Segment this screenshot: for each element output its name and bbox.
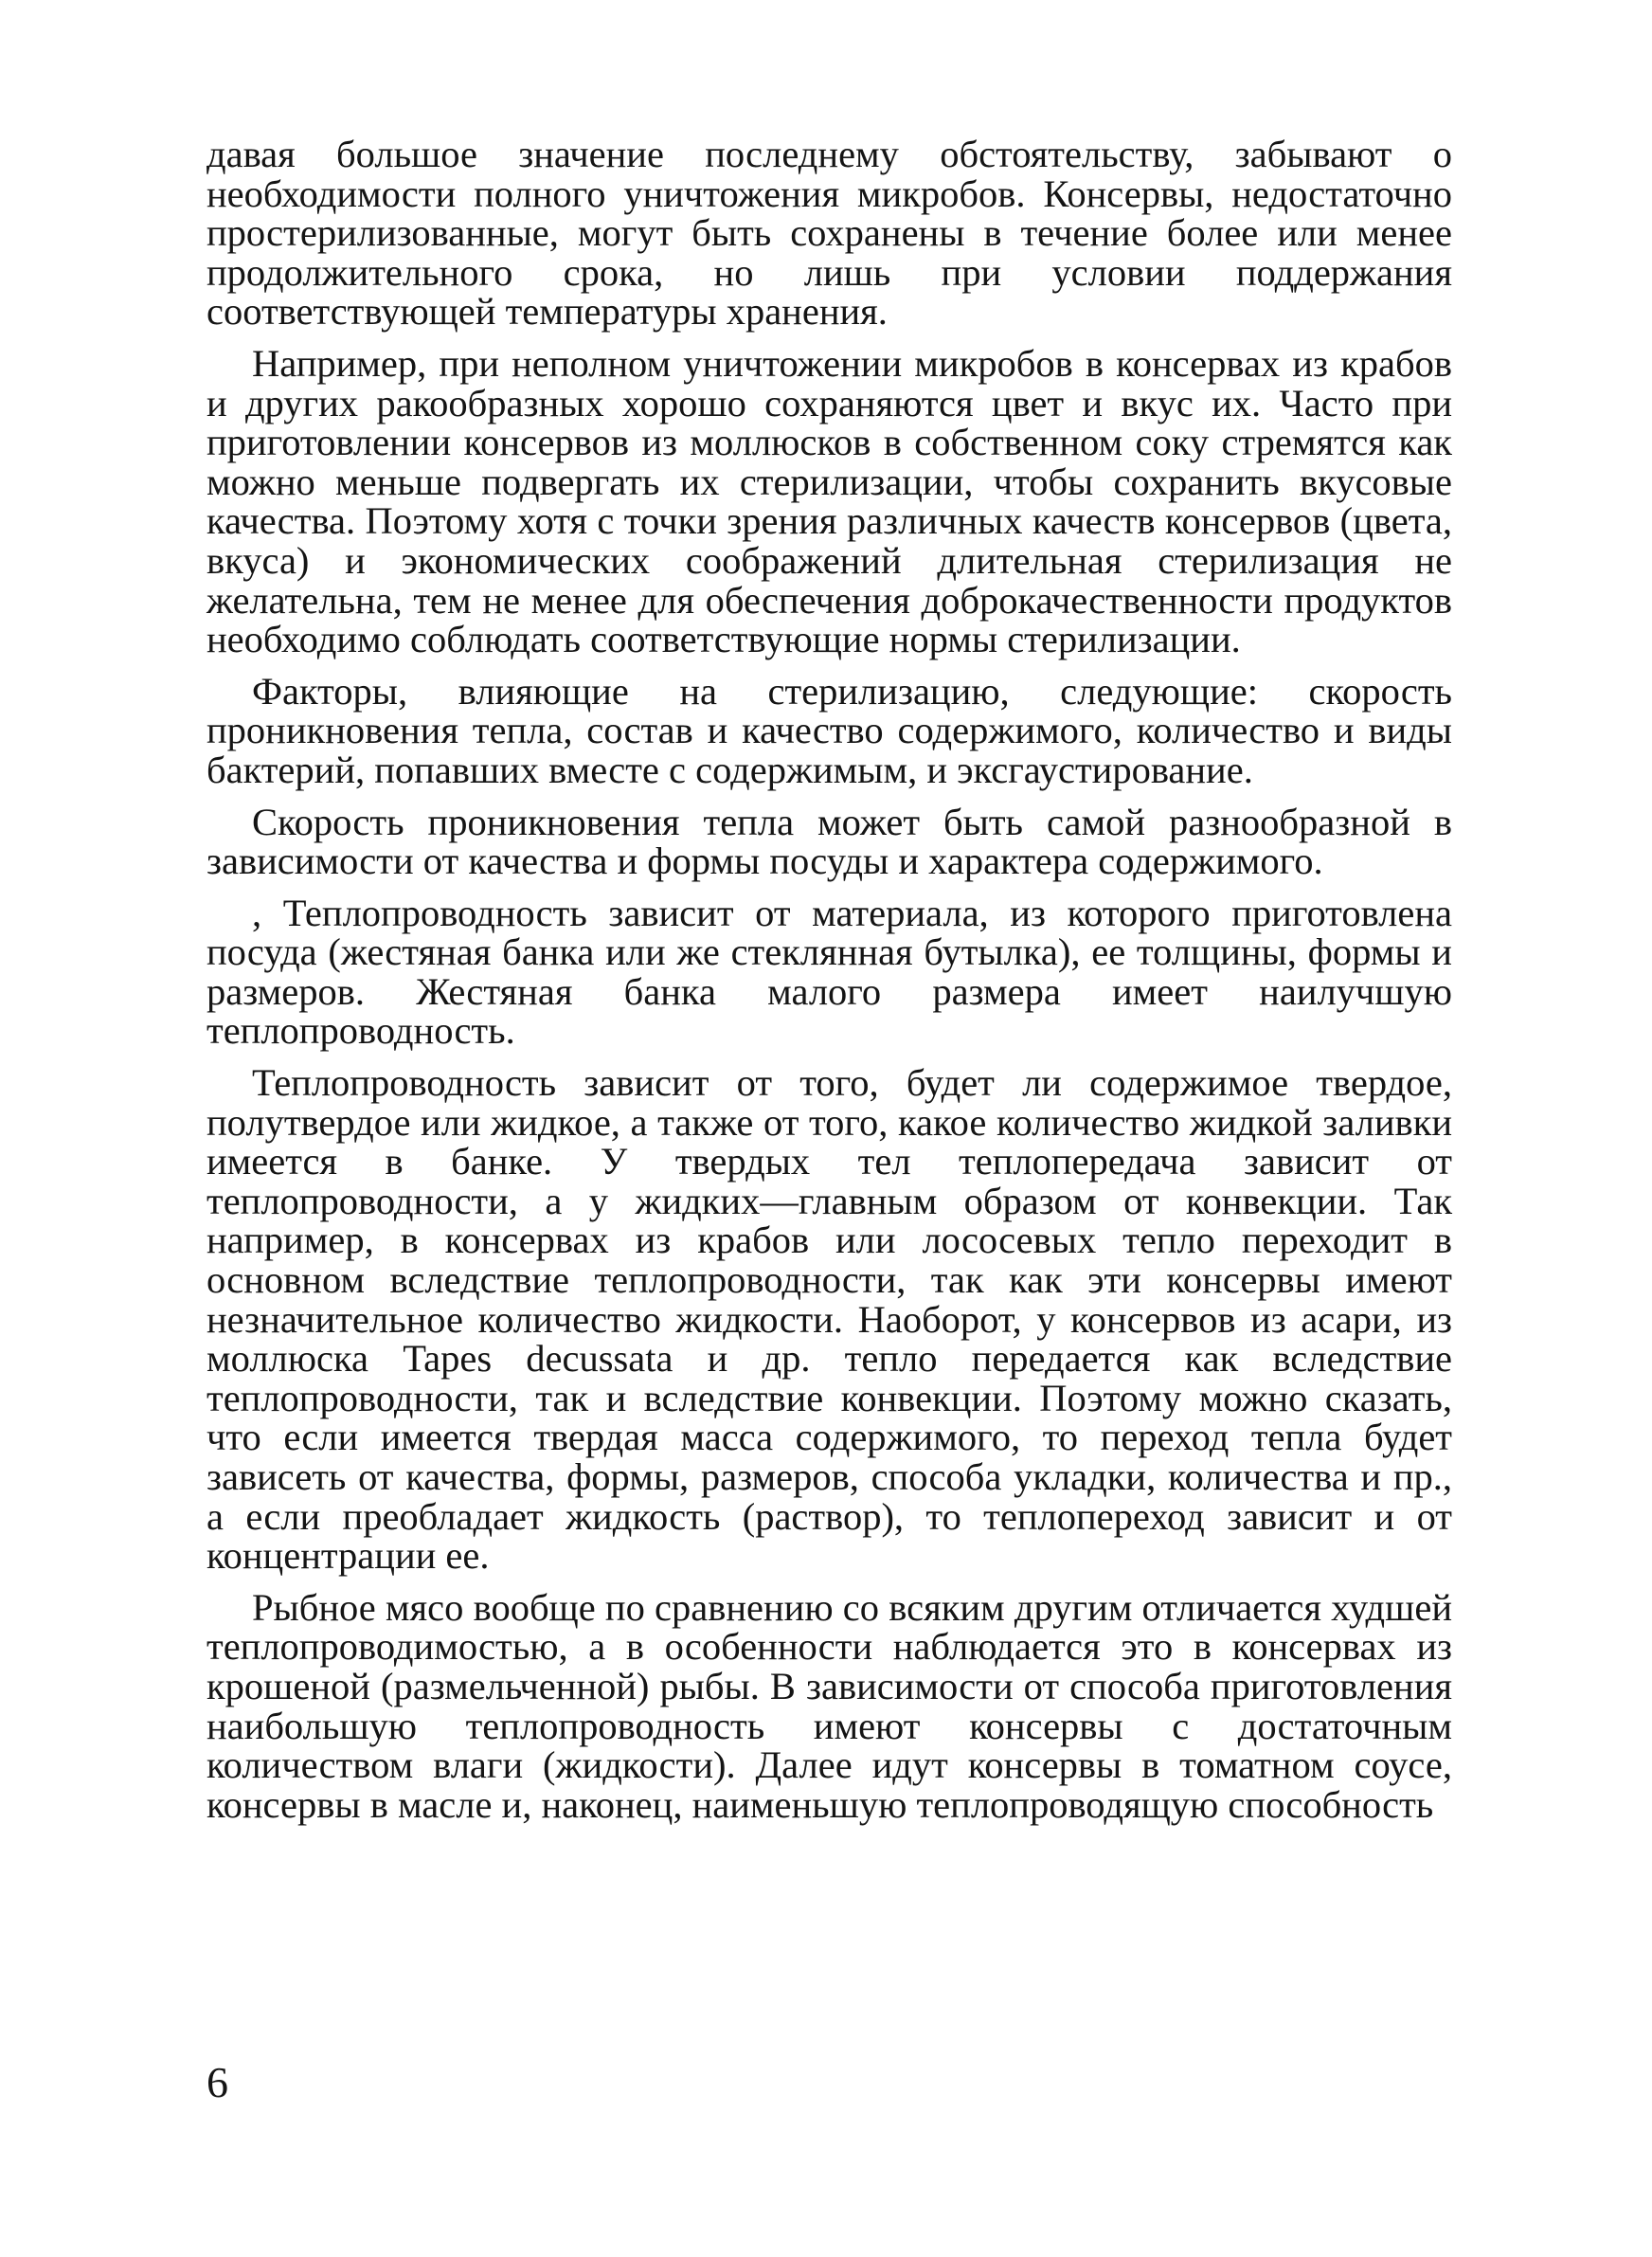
paragraph-fish-meat: Рыбное мясо вообще по сравнению со всяким другим отличается худшей теплопроводимостью, а в особенности наблюдается это в консервах из крошеной (размельченной) рыбы. В зависимости от способа приготовления наибольшую теплопроводность имеют консервы с достаточным количеством влаги (жидкости). Далее идут консервы в томатном соусе, консервы в масле и, наконец, наименьшую теплопроводящую способность <box>206 1585 1452 1826</box>
paragraph-crab-example: Например, при неполном уничтожении микробов в консервах из крабов и других ракообразных хорошо сохраняются цвет и вкус их. Часто при приготовлении консервов из моллюсков в собственном соку стремятся как можно меньше подвергать их стерилизации, чтобы сохранить вкусовые качества. Поэтому хотя с точки зрения различных качеств консервов (цвета, вкуса) и экономических соображений длительная стерилизация не желательна, тем не менее для обеспечения доброкачественности продуктов необходимо соблюдать соответствующие нормы стерилизации. <box>206 341 1452 661</box>
paragraph-container-material: , Теплопроводность зависит от материала, из которого приготовлена посуда (жестяная банка или же стеклянная бутылка), ее толщины, формы и размеров. Жестяная банка малого размера имеет наилучшую теплопроводность. <box>206 891 1452 1053</box>
paragraph-continuation: давая большое значение последнему обстоятельству, забывают о необходимости полного уничтожения микробов. Консервы, недостаточно простерилизованные, могут быть сохранены в течение более или менее продолжительного срока, но лишь при условии поддержания соответствующей температуры хранения. <box>206 133 1452 334</box>
page-number: 6 <box>206 2058 228 2106</box>
body-text <box>206 135 1452 1836</box>
paragraph-sterilization-factors: Факторы, влияющие на стерилизацию, следующие: скорость проникновения тепла, состав и качество содержимого, количество и виды бактерий, попавших вместе с содержимым, и эксгаустирование. <box>206 669 1452 791</box>
paragraph-contents-state: Теплопроводность зависит от того, будет ли содержимое твердое, полутвердое или жидкое, а также от того, какое количество жидкой заливки имеется в банке. У твердых тел теплопередача зависит от теплопроводности, а у жидких—главным образом от конвекции. Так например, в консервах из крабов или лососевых тепло переходит в основном вследствие теплопроводности, так как эти консервы имеют незначительное количество жидкости. Наоборот, у консервов из асари, из моллюска Tapes decussata и др. тепло передается как вследствие теплопроводности, так и вследствие конвекции. Поэтому можно сказать, что если имеется твердая масса содержимого, то переход тепла будет зависеть от качества, формы, размеров, способа укладки, количества и пр., а если преобладает жидкость (раствор), то теплопереход зависит и от концентрации ее. <box>206 1061 1452 1578</box>
paragraph-heat-penetration: Скорость проникновения тепла может быть самой разнообразной в зависимости от качества и формы посуды и характера содержимого. <box>206 800 1452 883</box>
